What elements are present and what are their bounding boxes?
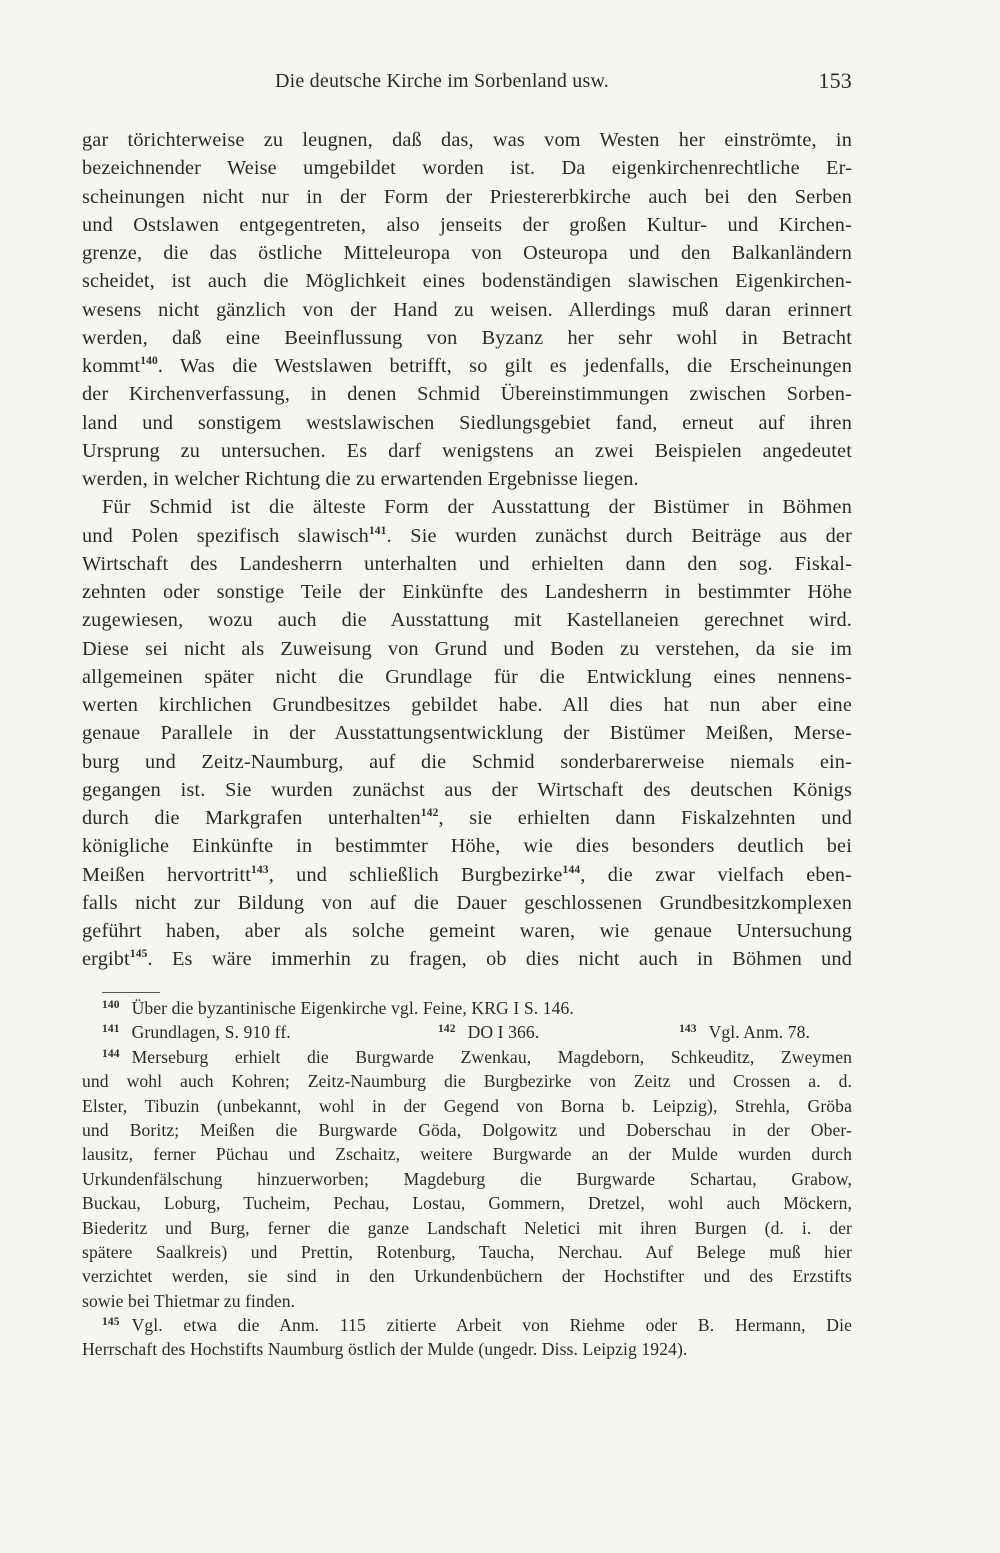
footnote-145 bbox=[82, 1313, 852, 1337]
text-line bbox=[82, 522, 852, 550]
footnote-number: 140 bbox=[102, 999, 120, 1011]
footnote-line: verzichtet werden, sie sind in den Urkundenbüchern der Hochstifter und des Erzstifts bbox=[82, 1266, 852, 1287]
footnote-ref[interactable]: 142 bbox=[420, 807, 439, 819]
text-line: Diese sei nicht als Zuweisung von Grund und Boden zu verstehen, da sie im bbox=[82, 637, 852, 660]
footnote-line: lausitz, ferner Püchau und Zschaitz, weitere Burgwarde an der Mulde wurden durch bbox=[82, 1144, 852, 1165]
footnote-number: 142 bbox=[438, 1023, 456, 1036]
footnote-number: 143 bbox=[679, 1023, 697, 1036]
text-fragment: , und schließlich Burgbezirke bbox=[268, 863, 563, 886]
text-line: Wirtschaft des Landesherrn unterhalten und erhielten dann den sog. Fiskal- bbox=[82, 552, 852, 575]
footnote-line: und Boritz; Meißen die Burgwarde Göda, Dolgowitz und Doberschau in der Ober- bbox=[82, 1119, 852, 1140]
footnote-line: Urkundenfälschung hinzuerworben; Magdeburg die Burgwarde Schartau, Grabow, bbox=[82, 1168, 852, 1189]
text-line: grenze, die das östliche Mitteleuropa von Osteuropa und den Balkanländern bbox=[82, 242, 852, 264]
text-line: werten kirchlichen Grundbesitzes gebildet habe. All dies hat nun aber eine bbox=[82, 694, 852, 716]
text-fragment: . Es wäre immerhin zu fragen, ob dies nicht auch in Böhmen und bbox=[147, 948, 852, 971]
text-line: der Kirchenverfassung, in denen Schmid Übereinstimmungen zwischen Sorben- bbox=[82, 383, 852, 406]
page-number: 153 bbox=[818, 68, 852, 93]
text-line: königliche Einkünfte in bestimmter Höhe, wie dies besonders deutlich bei bbox=[82, 835, 852, 858]
text-line: Für Schmid ist die älteste Form der Ausstattung der Bistümer in Böhmen bbox=[102, 496, 852, 519]
text-fragment: . Was die Westslawen betrifft, so gilt es jedenfalls, die Erscheinungen bbox=[157, 355, 852, 377]
text-line bbox=[82, 352, 852, 380]
footnote-line: Herrschaft des Hochstifts Naumburg östlich der Mulde (ungedr. Diss. Leipzig 1924). bbox=[82, 1339, 688, 1360]
text-fragment: ergibt bbox=[82, 948, 130, 971]
footnote-text: Grundlagen, S. 910 ff. bbox=[131, 1022, 291, 1043]
footnotes bbox=[82, 996, 852, 1362]
text-line bbox=[82, 945, 852, 973]
footnote-text: Merseburg erhielt die Burgwarde Zwenkau, Magdeborn, Schkeuditz, Zweymen bbox=[131, 1046, 852, 1067]
text-line: werden, daß eine Beeinflussung von Byzanz her sehr wohl in Betracht bbox=[82, 326, 852, 349]
footnote-line: und wohl auch Kohren; Zeitz-Naumburg die Burgbezirke von Zeitz und Crossen a. d. bbox=[82, 1071, 852, 1092]
footnote-text: Vgl. Anm. 78. bbox=[708, 1022, 811, 1043]
text-line: allgemeinen später nicht die Grundlage für die Entwicklung eines nennens- bbox=[82, 665, 852, 688]
footnote-rule bbox=[102, 992, 160, 993]
text-line: werden, in welcher Richtung die zu erwartenden Ergebnisse liegen. bbox=[82, 468, 639, 490]
footnote-ref[interactable]: 143 bbox=[250, 863, 269, 876]
text-fragment: und Polen spezifisch slawisch bbox=[82, 524, 369, 547]
footnote-line: Biederitz und Burg, ferner die ganze Landschaft Neletici mit ihren Burgen (d. i. der bbox=[82, 1217, 852, 1238]
text-line bbox=[82, 861, 852, 889]
footnote-ref[interactable]: 145 bbox=[129, 948, 148, 961]
footnote-row-141-143 bbox=[82, 1020, 852, 1044]
text-line: falls nicht zur Bildung von auf die Dauer geschlossenen Grundbesitzkomplexen bbox=[82, 891, 852, 914]
text-line: Ursprung zu untersuchen. Es darf wenigstens an zwei Beispielen angedeutet bbox=[82, 439, 852, 462]
footnote-ref[interactable]: 144 bbox=[562, 863, 581, 876]
text-line: wesens nicht gänzlich von der Hand zu weisen. Allerdings muß daran erinnert bbox=[82, 298, 852, 321]
footnote-144 bbox=[82, 1045, 852, 1069]
footnote-ref[interactable]: 141 bbox=[368, 524, 387, 537]
text-line: bezeichnender Weise umgebildet worden ist. Da eigenkirchenrechtliche Er- bbox=[82, 157, 852, 180]
main-text bbox=[82, 126, 852, 974]
text-fragment: durch die Markgrafen unterhalten bbox=[82, 807, 421, 829]
text-line: genaue Parallele in der Ausstattungsentwicklung der Bistümer Meißen, Merse- bbox=[82, 722, 852, 745]
footnote-line: Elster, Tibuzin (unbekannt, wohl in der Gegend von Borna b. Leipzig), Strehla, Gröba bbox=[82, 1095, 852, 1116]
text-fragment: , die zwar vielfach eben- bbox=[580, 863, 852, 886]
footnote-number: 144 bbox=[102, 1047, 120, 1060]
text-fragment: . Sie wurden zunächst durch Beiträge aus der bbox=[386, 524, 852, 547]
text-line bbox=[82, 804, 852, 832]
footnote-line: sowie bei Thietmar zu finden. bbox=[82, 1290, 296, 1311]
footnote-143 bbox=[679, 1020, 810, 1044]
text-line: zehnten oder sonstige Teile der Einkünfte des Landesherrn in bestimmter Höhe bbox=[82, 581, 852, 603]
text-line: land und sonstigem westslawischen Siedlungsgebiet fand, erneut auf ihren bbox=[82, 411, 852, 434]
text-line: gegangen ist. Sie wurden zunächst aus der Wirtschaft des deutschen Königs bbox=[82, 778, 852, 801]
footnote-text: DO I 366. bbox=[467, 1022, 540, 1043]
text-fragment: , sie erhielten dann Fiskalzehnten und bbox=[438, 807, 852, 829]
text-fragment: kommt bbox=[82, 355, 141, 377]
running-title: Die deutsche Kirche im Sorbenland usw. bbox=[275, 70, 609, 92]
text-line: und Ostslawen entgegentreten, also jenseits der großen Kultur- und Kirchen- bbox=[82, 213, 852, 236]
footnote-141 bbox=[102, 1020, 291, 1044]
footnote-line: Buckau, Loburg, Tucheim, Pechau, Lostau, Gommern, Dretzel, wohl auch Möckern, bbox=[82, 1193, 852, 1214]
text-line: geführt haben, aber als solche gemeint waren, wie genaue Untersuchung bbox=[82, 920, 852, 942]
text-line: burg und Zeitz-Naumburg, auf die Schmid sonderbarerweise niemals ein- bbox=[82, 750, 852, 773]
footnote-140 bbox=[82, 996, 852, 1020]
footnote-text: Über die byzantinische Eigenkirche vgl. Feine, KRG I S. 146. bbox=[131, 998, 574, 1018]
footnote-line: spätere Saalkreis) und Prettin, Rotenburg, Taucha, Nerchau. Auf Belege muß hier bbox=[82, 1241, 852, 1262]
text-line: scheidet, ist auch die Möglichkeit eines bodenständigen slawischen Eigenkirchen- bbox=[82, 270, 852, 293]
running-header bbox=[82, 70, 852, 100]
footnote-ref[interactable]: 140 bbox=[140, 355, 158, 367]
footnote-number: 145 bbox=[102, 1316, 120, 1329]
footnote-text: Vgl. etwa die Anm. 115 zitierte Arbeit von Riehme oder B. Hermann, Die bbox=[131, 1315, 852, 1336]
footnote-number: 141 bbox=[102, 1023, 120, 1036]
text-line: gar törichterweise zu leugnen, daß das, was vom Westen her einströmte, in bbox=[82, 129, 852, 151]
footnote-142 bbox=[438, 1020, 539, 1044]
text-line: zugewiesen, wozu auch die Ausstattung mit Kastellaneien gerechnet wird. bbox=[82, 609, 852, 632]
text-fragment: Meißen hervortritt bbox=[82, 863, 251, 886]
text-line: scheinungen nicht nur in der Form der Priestererbkirche auch bei den Serben bbox=[82, 185, 852, 208]
